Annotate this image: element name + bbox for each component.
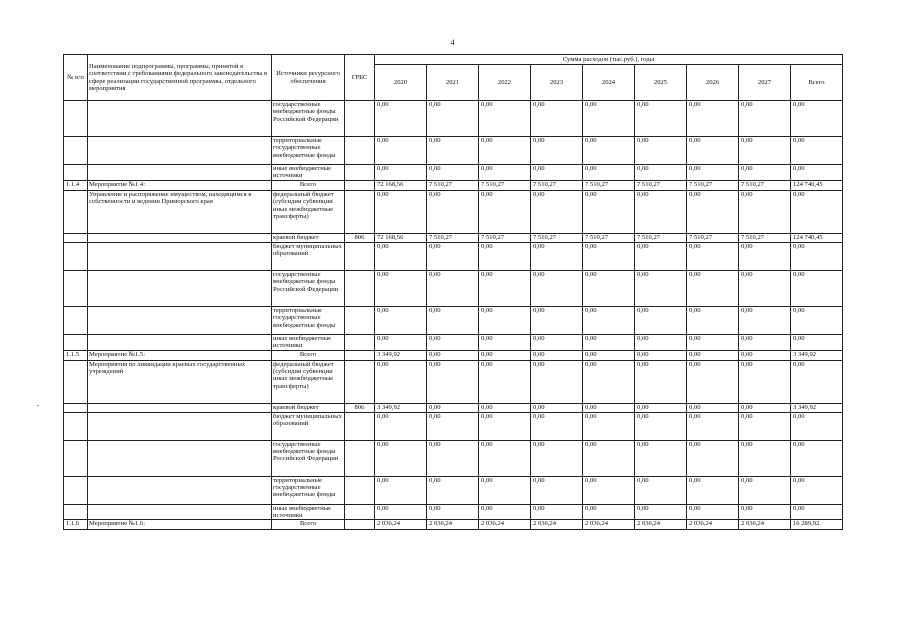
page-number: 4 bbox=[450, 38, 455, 47]
row-value: 7 510,27 bbox=[427, 180, 479, 190]
row-value: 0,00 bbox=[791, 412, 843, 440]
row-value: 0,00 bbox=[687, 440, 739, 476]
table-row bbox=[64, 180, 843, 190]
row-value: 7 510,27 bbox=[427, 233, 479, 242]
row-value: 0,00 bbox=[739, 403, 791, 412]
row-value: 0,00 bbox=[427, 306, 479, 334]
row-value: 0,00 bbox=[739, 242, 791, 270]
row-value: 0,00 bbox=[427, 403, 479, 412]
row-grbs: 806 bbox=[345, 403, 375, 412]
row-value: 0,00 bbox=[531, 412, 583, 440]
row-source: краевой бюджет bbox=[272, 233, 345, 242]
row-source: государственные внебюджетные фонды Российской Федерации bbox=[272, 270, 345, 306]
row-num bbox=[64, 412, 88, 440]
row-value: 7 510,27 bbox=[687, 180, 739, 190]
row-num bbox=[64, 360, 88, 403]
row-value: 3 349,92 bbox=[375, 403, 427, 412]
row-grbs bbox=[345, 440, 375, 476]
header-year: 2022 bbox=[479, 65, 531, 101]
row-value: 0,00 bbox=[583, 360, 635, 403]
row-value: 0,00 bbox=[739, 270, 791, 306]
row-value: 0,00 bbox=[791, 360, 843, 403]
table-row bbox=[64, 306, 843, 334]
header-year: Всего bbox=[791, 65, 843, 101]
row-value: 0,00 bbox=[375, 137, 427, 165]
row-value: 0,00 bbox=[739, 360, 791, 403]
row-name bbox=[88, 504, 272, 520]
table-row bbox=[64, 233, 843, 242]
row-value: 0,00 bbox=[531, 242, 583, 270]
table-row bbox=[64, 350, 843, 360]
header-year: 2020 bbox=[375, 65, 427, 101]
row-value: 0,00 bbox=[739, 306, 791, 334]
row-value: 0,00 bbox=[635, 440, 687, 476]
row-value: 0,00 bbox=[739, 137, 791, 165]
table-body bbox=[64, 101, 843, 530]
row-value: 7 510,27 bbox=[479, 233, 531, 242]
row-value: 0,00 bbox=[739, 165, 791, 181]
row-source: бюджет муниципальных образований bbox=[272, 412, 345, 440]
row-value: 124 740,45 bbox=[791, 180, 843, 190]
row-value: 0,00 bbox=[375, 476, 427, 504]
row-value: 0,00 bbox=[427, 270, 479, 306]
row-value: 0,00 bbox=[479, 412, 531, 440]
row-source: иные внебюджетные источники bbox=[272, 165, 345, 181]
row-value: 0,00 bbox=[479, 504, 531, 520]
row-name: Мероприятие №1.4: bbox=[88, 180, 272, 190]
row-name bbox=[88, 242, 272, 270]
row-value: 3 349,92 bbox=[375, 350, 427, 360]
row-value: 3 349,92 bbox=[791, 350, 843, 360]
row-value: 2 036,24 bbox=[739, 520, 791, 530]
row-grbs bbox=[345, 190, 375, 233]
row-value: 0,00 bbox=[635, 306, 687, 334]
row-num bbox=[64, 137, 88, 165]
row-value: 0,00 bbox=[427, 350, 479, 360]
row-value: 0,00 bbox=[791, 270, 843, 306]
row-value: 0,00 bbox=[635, 101, 687, 137]
row-value: 0,00 bbox=[479, 270, 531, 306]
row-value: 0,00 bbox=[479, 101, 531, 137]
row-value: 0,00 bbox=[687, 137, 739, 165]
row-value: 0,00 bbox=[531, 334, 583, 350]
row-source: территориальные государственные внебюджетные фонды bbox=[272, 306, 345, 334]
row-value: 0,00 bbox=[635, 360, 687, 403]
row-value: 0,00 bbox=[531, 350, 583, 360]
row-value: 0,00 bbox=[531, 504, 583, 520]
row-value: 0,00 bbox=[583, 190, 635, 233]
row-value: 0,00 bbox=[427, 476, 479, 504]
row-value: 0,00 bbox=[531, 101, 583, 137]
row-value: 0,00 bbox=[739, 504, 791, 520]
header-year: 2021 bbox=[427, 65, 479, 101]
row-value: 0,00 bbox=[479, 242, 531, 270]
row-value: 0,00 bbox=[583, 165, 635, 181]
row-value: 2 036,24 bbox=[479, 520, 531, 530]
row-name bbox=[88, 101, 272, 137]
row-num bbox=[64, 504, 88, 520]
row-grbs bbox=[345, 334, 375, 350]
row-value: 0,00 bbox=[583, 504, 635, 520]
row-value: 7 510,27 bbox=[739, 233, 791, 242]
row-value: 0,00 bbox=[635, 242, 687, 270]
row-source: иные внебюджетные источники bbox=[272, 504, 345, 520]
row-value: 0,00 bbox=[739, 412, 791, 440]
row-value: 0,00 bbox=[791, 306, 843, 334]
scan-speck bbox=[37, 405, 39, 406]
row-value: 0,00 bbox=[791, 440, 843, 476]
header-year: 2023 bbox=[531, 65, 583, 101]
row-value: 0,00 bbox=[531, 190, 583, 233]
row-value: 0,00 bbox=[531, 137, 583, 165]
row-value: 7 510,27 bbox=[531, 180, 583, 190]
row-value: 7 510,27 bbox=[583, 233, 635, 242]
row-value: 0,00 bbox=[375, 242, 427, 270]
row-name bbox=[88, 403, 272, 412]
row-source: Всего bbox=[272, 520, 345, 530]
row-source: государственные внебюджетные фонды Российской Федерации bbox=[272, 440, 345, 476]
row-value: 0,00 bbox=[687, 504, 739, 520]
table-row bbox=[64, 504, 843, 520]
row-value: 0,00 bbox=[479, 165, 531, 181]
row-value: 0,00 bbox=[635, 412, 687, 440]
table-row bbox=[64, 360, 843, 403]
row-value: 0,00 bbox=[583, 476, 635, 504]
row-value: 0,00 bbox=[739, 476, 791, 504]
row-num: 1.1.6 bbox=[64, 520, 88, 530]
table-row bbox=[64, 412, 843, 440]
row-value: 0,00 bbox=[375, 306, 427, 334]
row-name bbox=[88, 165, 272, 181]
row-value: 0,00 bbox=[791, 334, 843, 350]
header-name: Наименование подпрограммы, программы, принятой в соответствии с требованиями федерального законодательства в сфере реализации государственной программы, отдельного мероприятия bbox=[88, 55, 272, 101]
row-value: 0,00 bbox=[791, 101, 843, 137]
row-name bbox=[88, 270, 272, 306]
row-source: территориальные государственные внебюджетные фонды bbox=[272, 476, 345, 504]
row-value: 0,00 bbox=[635, 270, 687, 306]
row-name: Управление и распоряжение имуществом, находящимся в собственности и ведении Приморского края bbox=[88, 190, 272, 233]
header-sum: Сумма расходов (тыс.руб.), годы bbox=[375, 55, 843, 65]
row-value: 0,00 bbox=[427, 334, 479, 350]
header-year: 2025 bbox=[635, 65, 687, 101]
row-value: 0,00 bbox=[583, 306, 635, 334]
row-value: 0,00 bbox=[583, 101, 635, 137]
row-grbs bbox=[345, 137, 375, 165]
row-value: 0,00 bbox=[427, 190, 479, 233]
row-value: 0,00 bbox=[531, 270, 583, 306]
row-value: 0,00 bbox=[583, 440, 635, 476]
row-grbs: 806 bbox=[345, 233, 375, 242]
row-num bbox=[64, 233, 88, 242]
row-value: 0,00 bbox=[375, 440, 427, 476]
row-value: 0,00 bbox=[687, 476, 739, 504]
row-value: 0,00 bbox=[479, 137, 531, 165]
row-value: 0,00 bbox=[427, 101, 479, 137]
table-row bbox=[64, 334, 843, 350]
table-row bbox=[64, 242, 843, 270]
row-value: 0,00 bbox=[635, 504, 687, 520]
row-value: 0,00 bbox=[531, 165, 583, 181]
row-name bbox=[88, 334, 272, 350]
row-grbs bbox=[345, 504, 375, 520]
row-value: 0,00 bbox=[531, 306, 583, 334]
row-num bbox=[64, 270, 88, 306]
row-value: 0,00 bbox=[427, 504, 479, 520]
row-name bbox=[88, 306, 272, 334]
table-row bbox=[64, 520, 843, 530]
row-value: 0,00 bbox=[739, 334, 791, 350]
row-value: 0,00 bbox=[479, 440, 531, 476]
row-value: 0,00 bbox=[635, 334, 687, 350]
table-row bbox=[64, 476, 843, 504]
row-grbs bbox=[345, 360, 375, 403]
row-value: 0,00 bbox=[687, 403, 739, 412]
row-value: 0,00 bbox=[583, 270, 635, 306]
row-value: 0,00 bbox=[687, 334, 739, 350]
row-value: 16 289,92 bbox=[791, 520, 843, 530]
row-name: Мероприятие №1.6: bbox=[88, 520, 272, 530]
header-year: 2024 bbox=[583, 65, 635, 101]
row-value: 0,00 bbox=[375, 360, 427, 403]
row-name bbox=[88, 476, 272, 504]
row-grbs bbox=[345, 520, 375, 530]
row-grbs bbox=[345, 306, 375, 334]
header-year: 2026 bbox=[687, 65, 739, 101]
row-num bbox=[64, 306, 88, 334]
row-num bbox=[64, 242, 88, 270]
row-value: 0,00 bbox=[791, 165, 843, 181]
table-row bbox=[64, 440, 843, 476]
row-value: 0,00 bbox=[375, 101, 427, 137]
row-grbs bbox=[345, 165, 375, 181]
row-value: 2 036,24 bbox=[687, 520, 739, 530]
row-value: 0,00 bbox=[791, 504, 843, 520]
row-value: 0,00 bbox=[479, 476, 531, 504]
row-value: 7 510,27 bbox=[583, 180, 635, 190]
row-value: 0,00 bbox=[375, 334, 427, 350]
row-value: 0,00 bbox=[739, 440, 791, 476]
row-value: 0,00 bbox=[583, 350, 635, 360]
row-source: бюджет муниципальных образований bbox=[272, 242, 345, 270]
table-header bbox=[64, 55, 843, 101]
row-value: 0,00 bbox=[687, 412, 739, 440]
row-source: краевой бюджет bbox=[272, 403, 345, 412]
row-source: территориальные государственные внебюджетные фонды bbox=[272, 137, 345, 165]
row-value: 124 740,45 bbox=[791, 233, 843, 242]
row-value: 0,00 bbox=[427, 242, 479, 270]
row-num bbox=[64, 165, 88, 181]
row-grbs bbox=[345, 101, 375, 137]
row-value: 0,00 bbox=[427, 440, 479, 476]
row-source: иные внебюджетные источники bbox=[272, 334, 345, 350]
row-value: 0,00 bbox=[479, 350, 531, 360]
row-num bbox=[64, 190, 88, 233]
row-value: 0,00 bbox=[635, 403, 687, 412]
row-value: 0,00 bbox=[375, 412, 427, 440]
row-value: 7 510,27 bbox=[739, 180, 791, 190]
row-value: 0,00 bbox=[583, 137, 635, 165]
row-value: 0,00 bbox=[791, 137, 843, 165]
row-value: 7 510,27 bbox=[531, 233, 583, 242]
row-value: 0,00 bbox=[791, 242, 843, 270]
row-value: 0,00 bbox=[375, 504, 427, 520]
row-grbs bbox=[345, 242, 375, 270]
row-value: 0,00 bbox=[687, 101, 739, 137]
row-value: 0,00 bbox=[583, 403, 635, 412]
header-source: Источники ресурсного обеспечения bbox=[272, 55, 345, 101]
row-value: 0,00 bbox=[375, 270, 427, 306]
row-value: 2 036,24 bbox=[635, 520, 687, 530]
row-value: 0,00 bbox=[687, 360, 739, 403]
row-source: Всего bbox=[272, 180, 345, 190]
row-value: 7 510,27 bbox=[479, 180, 531, 190]
row-value: 0,00 bbox=[687, 306, 739, 334]
row-value: 0,00 bbox=[479, 334, 531, 350]
row-name bbox=[88, 440, 272, 476]
row-value: 0,00 bbox=[791, 476, 843, 504]
header-year: 2027 bbox=[739, 65, 791, 101]
row-value: 0,00 bbox=[427, 165, 479, 181]
row-num bbox=[64, 334, 88, 350]
row-name: Мероприятие №1.5: bbox=[88, 350, 272, 360]
row-value: 0,00 bbox=[531, 360, 583, 403]
header-num: № п/п bbox=[64, 55, 88, 101]
row-name bbox=[88, 233, 272, 242]
row-value: 0,00 bbox=[635, 190, 687, 233]
row-value: 0,00 bbox=[635, 350, 687, 360]
row-value: 2 036,24 bbox=[375, 520, 427, 530]
row-value: 0,00 bbox=[583, 334, 635, 350]
row-value: 0,00 bbox=[479, 403, 531, 412]
row-value: 0,00 bbox=[739, 190, 791, 233]
row-value: 0,00 bbox=[739, 101, 791, 137]
row-value: 0,00 bbox=[635, 476, 687, 504]
row-source: федеральный бюджет (субсидии субвенции иные межбюджетные трансферты) bbox=[272, 360, 345, 403]
row-source: Всего bbox=[272, 350, 345, 360]
row-value: 0,00 bbox=[583, 242, 635, 270]
row-value: 0,00 bbox=[791, 190, 843, 233]
row-value: 0,00 bbox=[687, 350, 739, 360]
row-grbs bbox=[345, 270, 375, 306]
row-grbs bbox=[345, 350, 375, 360]
row-value: 0,00 bbox=[635, 165, 687, 181]
row-name: Мероприятия по ликвидации краевых государственных учреждений bbox=[88, 360, 272, 403]
row-value: 7 510,27 bbox=[687, 233, 739, 242]
row-grbs bbox=[345, 412, 375, 440]
row-value: 0,00 bbox=[583, 412, 635, 440]
row-value: 7 510,27 bbox=[635, 233, 687, 242]
row-num bbox=[64, 476, 88, 504]
row-num bbox=[64, 101, 88, 137]
row-value: 72 168,56 bbox=[375, 180, 427, 190]
row-num: 1.1.4 bbox=[64, 180, 88, 190]
row-grbs bbox=[345, 180, 375, 190]
row-value: 0,00 bbox=[531, 476, 583, 504]
row-value: 0,00 bbox=[375, 165, 427, 181]
row-value: 0,00 bbox=[635, 137, 687, 165]
row-name bbox=[88, 412, 272, 440]
row-value: 0,00 bbox=[479, 306, 531, 334]
expenses-table bbox=[63, 54, 843, 530]
table-row bbox=[64, 403, 843, 412]
row-value: 3 349,92 bbox=[791, 403, 843, 412]
row-name bbox=[88, 137, 272, 165]
table-row bbox=[64, 270, 843, 306]
row-value: 0,00 bbox=[687, 190, 739, 233]
table-row bbox=[64, 165, 843, 181]
row-value: 0,00 bbox=[427, 412, 479, 440]
row-value: 2 036,24 bbox=[583, 520, 635, 530]
row-value: 0,00 bbox=[531, 440, 583, 476]
row-value: 2 036,24 bbox=[531, 520, 583, 530]
row-value: 0,00 bbox=[479, 360, 531, 403]
row-value: 7 510,27 bbox=[635, 180, 687, 190]
row-value: 0,00 bbox=[687, 242, 739, 270]
row-value: 0,00 bbox=[739, 350, 791, 360]
header-grbs: ГРБС bbox=[345, 55, 375, 101]
table-row bbox=[64, 190, 843, 233]
row-grbs bbox=[345, 476, 375, 504]
row-value: 0,00 bbox=[531, 403, 583, 412]
row-num bbox=[64, 403, 88, 412]
table-row bbox=[64, 137, 843, 165]
row-value: 0,00 bbox=[427, 137, 479, 165]
row-value: 0,00 bbox=[479, 190, 531, 233]
row-value: 0,00 bbox=[687, 270, 739, 306]
row-value: 0,00 bbox=[375, 190, 427, 233]
row-num bbox=[64, 440, 88, 476]
row-source: государственные внебюджетные фонды Российской Федерации bbox=[272, 101, 345, 137]
table-row bbox=[64, 101, 843, 137]
row-value: 2 036,24 bbox=[427, 520, 479, 530]
row-value: 72 168,56 bbox=[375, 233, 427, 242]
row-value: 0,00 bbox=[687, 165, 739, 181]
row-value: 0,00 bbox=[427, 360, 479, 403]
row-source: федеральный бюджет (субсидии субвенции иные межбюджетные трансферты) bbox=[272, 190, 345, 233]
row-num: 1.1.5 bbox=[64, 350, 88, 360]
